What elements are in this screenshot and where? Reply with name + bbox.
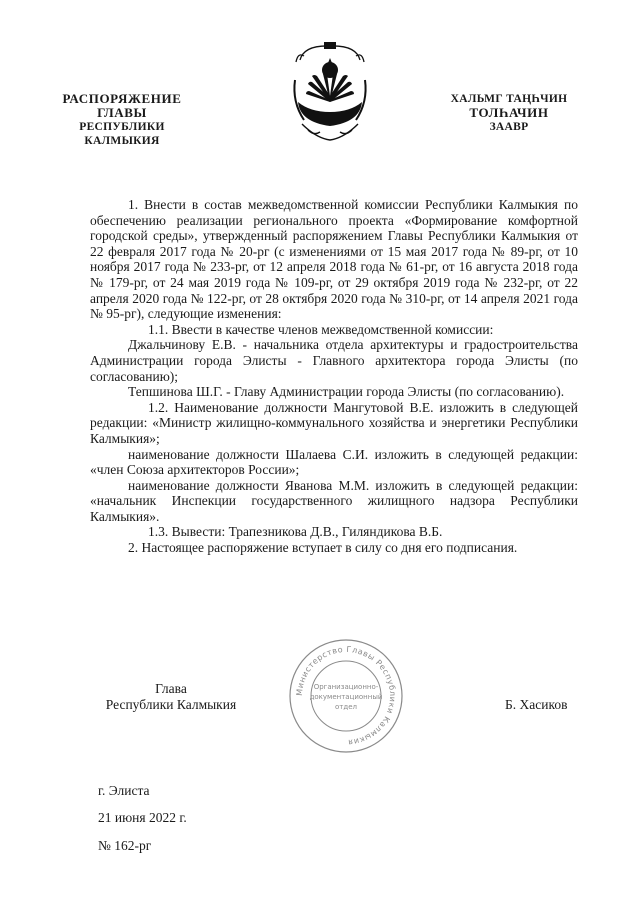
paragraph-position-1: наименование должности Шалаева С.И. изложить в следующей редакции: «член Союза архитекторов России»;	[90, 446, 578, 478]
doc-issuer: ГЛАВЫ	[97, 105, 147, 120]
decree-number: № 162-рг	[98, 838, 152, 853]
header-right	[445, 92, 573, 134]
paragraph-1: 1. Внести в состав межведомственной комиссии Республики Калмыкия по обеспечению реализации регионального проекта «Формирование комфортной городской среды», утвержденный распоряжением Главы Республики Калмыкия от 22 февраля 2017 года № 20-рг (с изменениями от 15 мая 2017 года № 89-рг, от 10 ноября 2017 года № 233-рг, от 12 апреля 2018 года № 61-рг, от 16 августа 2018 года № 179-рг, от 24 мая 2019 года № 109-рг, от 29 октября 2019 года № 232-рг, от 22 апреля 2020 года № 122-рг, от 28 октября 2020 года № 310-рг, от 14 апреля 2021 года № 95-рг), следующие изменения:	[90, 197, 578, 322]
doc-type-kalmyk: ЗААВР	[489, 121, 529, 133]
paragraph-member-1: Джальчинову Е.В. - начальника отдела архитектуры и градостроительства Администрации города Элисты - Главного архитектора города Элисты (по согласованию);	[90, 337, 578, 384]
issue-date: 21 июня 2022 г.	[98, 810, 187, 825]
signatory-name: Б. Хасиков	[505, 697, 568, 712]
seal-ring-text: Министерство Главы Республики Калмыкия	[294, 644, 398, 748]
decree-body	[90, 197, 578, 556]
signatory-title-line-2: Республики Калмыкия	[105, 697, 237, 712]
paragraph-1-3: 1.3. Вывести: Трапезникова Д.В., Гиляндикова В.Б.	[148, 524, 443, 540]
seal-center-line-1: Организационно-	[313, 683, 379, 691]
paragraph-1-1: 1.1. Ввести в качестве членов межведомственной комиссии:	[148, 321, 494, 337]
signatory-title-line-1: Глава	[155, 681, 187, 696]
issue-city: г. Элиста	[98, 783, 150, 798]
doc-region: РЕСПУБЛИКИ КАЛМЫКИЯ	[79, 121, 165, 147]
paragraph-2: 2. Настоящее распоряжение вступает в силу со дня его подписания.	[128, 540, 518, 556]
doc-issuer-kalmyk: ТОЛҺАЧИН	[469, 105, 549, 120]
coat-of-arms-icon	[290, 40, 370, 144]
doc-region-kalmyk: ХАЛЬМГ ТАҢҺЧИН	[450, 93, 568, 105]
official-seal-icon	[286, 636, 406, 756]
paragraph-position-2: наименование должности Яванова М.М. изложить в следующей редакции: «начальник Инспекции государственного жилищного надзора Республики Калмыкия».	[90, 477, 578, 524]
signatory-title	[96, 681, 246, 713]
paragraph-member-2: Тепшинова Ш.Г. - Главу Администрации города Элисты (по согласованию).	[128, 384, 565, 400]
seal-center-line-2: документационный	[309, 693, 383, 701]
seal-center-line-3: отдел	[335, 703, 357, 711]
paragraph-1-2: 1.2. Наименование должности Мангутовой В.Е. изложить в следующей редакции: «Министр жилищно-коммунального хозяйства и энергетики Республики Калмыкия»;	[90, 399, 578, 446]
doc-type: РАСПОРЯЖЕНИЕ	[62, 91, 182, 106]
header-left	[48, 92, 196, 148]
